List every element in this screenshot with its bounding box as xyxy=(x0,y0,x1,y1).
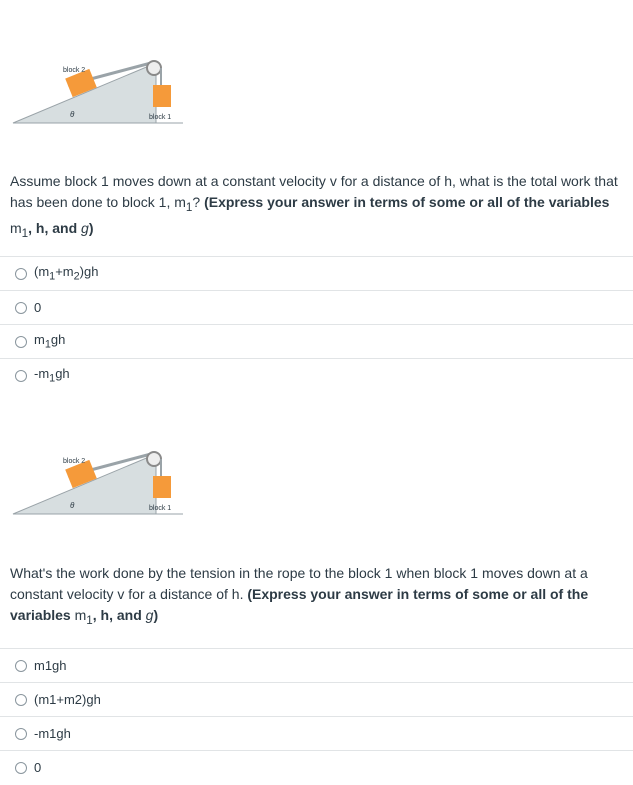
q2-bold-b: , h, and xyxy=(92,607,146,623)
question-1-choices xyxy=(0,256,633,392)
block-2-label: block 2 xyxy=(63,458,86,465)
q1-choice[interactable] xyxy=(0,290,633,324)
q1-bold-b: , h, and xyxy=(28,219,82,236)
question-2-text xyxy=(10,563,625,631)
choice-label: $m_1gh$ xyxy=(34,332,66,351)
radio-button[interactable] xyxy=(15,762,27,774)
q2-text: What's the work done by the tension in the rope to the block 1 when block 1 moves down at a constant velocity v for a distance of h. xyxy=(10,565,588,602)
choice-label: (m1+m2)gh xyxy=(34,692,101,707)
block-2-label: block 2 xyxy=(63,67,86,74)
angle-label: θ xyxy=(70,501,75,510)
q1-sub: 1 xyxy=(185,200,193,214)
q2-bold-g: g xyxy=(145,607,154,623)
question-2-choices xyxy=(0,648,633,784)
q1-bold-sub: 1 xyxy=(21,226,29,240)
q2-choice[interactable] xyxy=(0,682,633,716)
choice-label: -m1gh xyxy=(34,726,71,741)
choice-label: $(m_1+m_2)gh$ xyxy=(34,264,99,283)
choice-label: 0 xyxy=(34,300,42,315)
angle-label: θ xyxy=(70,110,75,119)
q1-bold-m: m xyxy=(10,219,22,236)
incline-figure-1 xyxy=(8,55,188,130)
radio-button[interactable] xyxy=(15,728,27,740)
q2-bold-a: (Express your answer in terms of some or all of the variables xyxy=(10,586,589,623)
radio-button[interactable] xyxy=(15,694,27,706)
block-1-label: block 1 xyxy=(149,505,172,512)
q2-bold-m: m xyxy=(74,607,87,623)
radio-button[interactable] xyxy=(15,268,27,280)
radio-button[interactable] xyxy=(15,660,27,672)
choice-label: 0 xyxy=(34,760,42,775)
incline-figure-2 xyxy=(8,446,188,521)
q1-bold-a: (Express your answer in terms of some or all of the variables xyxy=(204,194,610,210)
q2-choice[interactable] xyxy=(0,750,633,784)
choice-label: $-m_1gh$ xyxy=(34,366,70,385)
q1-choice[interactable] xyxy=(0,324,633,358)
radio-button[interactable] xyxy=(15,302,27,314)
q1-choice[interactable] xyxy=(0,358,633,392)
q2-choice[interactable] xyxy=(0,648,633,682)
question-1-text xyxy=(10,171,625,244)
q2-choice[interactable] xyxy=(0,716,633,750)
q1-text-b: ? xyxy=(192,194,205,210)
radio-button[interactable] xyxy=(15,370,27,382)
block-1 xyxy=(153,476,171,498)
pulley xyxy=(147,61,161,75)
radio-button[interactable] xyxy=(15,336,27,348)
choice-label: m1gh xyxy=(34,658,67,673)
q1-bold-g: g xyxy=(81,219,89,236)
q1-bold-c: ) xyxy=(88,219,94,236)
q1-text-a: Assume block 1 moves down at a constant velocity v for a distance of h, what is the total work that has been done to block 1, m xyxy=(10,173,618,210)
q2-bold-sub: 1 xyxy=(86,613,93,627)
block-1-label: block 1 xyxy=(149,114,172,121)
q2-bold-c: ) xyxy=(153,607,159,623)
pulley xyxy=(147,452,161,466)
q1-choice[interactable] xyxy=(0,256,633,290)
block-1 xyxy=(153,85,171,107)
